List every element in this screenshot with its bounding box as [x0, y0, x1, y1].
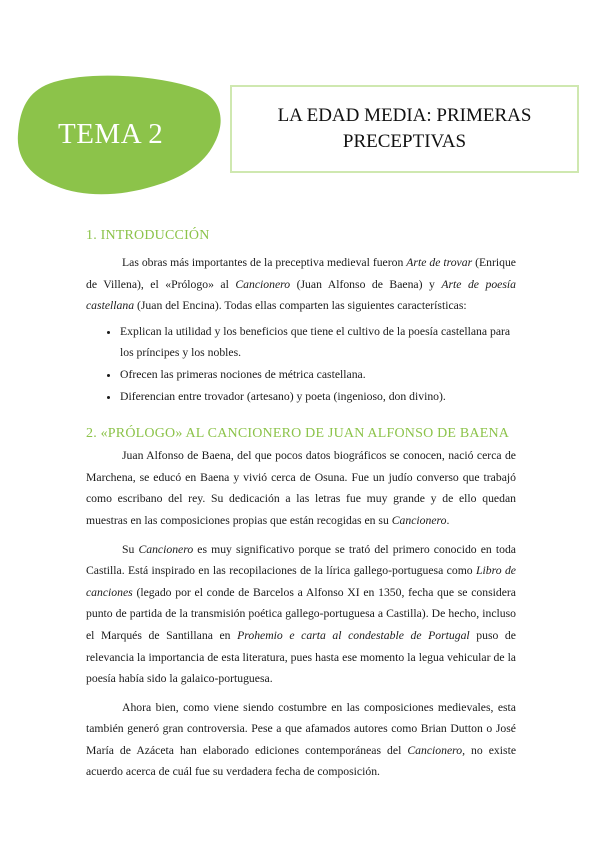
italic-title: Arte de trovar: [406, 256, 473, 269]
text-run: Las obras más importantes de la preceptiva medieval fueron: [122, 256, 407, 269]
title-line-2: PRECEPTIVAS: [342, 131, 467, 152]
italic-title: Cancionero,: [407, 743, 466, 757]
text-run: Ahora bien, como viene siendo costumbre en las composiciones medievales, esta también generó gran controversia. Pese a que afamados autores como Brian Dutton o José María de Azáceta han elaborado ediciones contemporáneas del: [86, 700, 516, 757]
italic-title: Cancionero: [138, 542, 194, 556]
text-run: (Juan Alfonso de Baena) y: [290, 277, 442, 291]
tema-label: TEMA 2: [58, 118, 164, 150]
text-run: es muy significativo porque se trató del primero conocido en toda Castilla. Está inspirado en las recopilaciones de la lírica gallego-portuguesa como: [86, 542, 516, 578]
italic-title: Cancionero: [235, 277, 291, 291]
italic-title: Prohemio e carta al condestable de Portugal: [237, 628, 470, 642]
intro-paragraph: [86, 252, 516, 317]
main-content: [86, 220, 516, 783]
characteristics-list: [86, 321, 516, 407]
list-item: • Ofrecen las primeras nociones de métrica castellana.: [120, 364, 516, 386]
baena-paragraph: [86, 445, 516, 531]
text-run: (legado por el conde de Barcelos a Alfonso XI en 1350, fecha que se considera punto de partida de la transmisión poética gallego-portuguesa a Castilla). De hecho, incluso el Marqués de Santillana en: [86, 585, 516, 642]
list-item: • Diferencian entre trovador (artesano) y poeta (ingenioso, don divino).: [120, 386, 516, 408]
title-box: [230, 85, 579, 173]
text-run: Juan Alfonso de Baena, del que pocos datos biográficos se conocen, nació cerca de Marchena, se educó en Baena y vivió cerca de Osuna. Fue un judío converso que trabajó como escribano del rey. Su dedicación a las letras fue muy grande y de ello quedan muestras en las composiciones propias que están recogidas en su: [86, 449, 516, 527]
text-run: puso de relevancia la importancia de esta literatura, pues hasta ese momento la legua vehicular de la poesía había sido la galaico-portuguesa.: [86, 628, 516, 686]
controversy-paragraph: [86, 697, 516, 783]
section-heading-introduccion: 1. INTRODUCCIÓN: [86, 228, 210, 243]
title-line-1: LA EDAD MEDIA: PRIMERAS: [277, 105, 532, 126]
text-run: .: [446, 513, 450, 527]
italic-title: Cancionero: [391, 513, 447, 527]
section-heading-prologo: 2. «PRÓLOGO» AL CANCIONERO DE JUAN ALFONSO DE BAENA: [86, 426, 510, 442]
italic-title: Arte de poesía castellana: [86, 277, 516, 313]
list-item: • Explican la utilidad y los beneficios que tiene el cultivo de la poesía castellana para los príncipes y los nobles.: [120, 321, 516, 364]
text-run: no existe acuerdo acerca de cuál fue su verdadera fecha de composición.: [86, 743, 517, 779]
text-run: Su: [122, 542, 139, 556]
italic-title: Libro de canciones: [86, 564, 516, 599]
text-run: (Juan del Encina). Todas ellas comparten las siguientes características:: [134, 299, 467, 313]
text-run: (Enrique de Villena), el «Prólogo» al: [86, 256, 516, 291]
page-title: [278, 103, 532, 155]
cancionero-paragraph: [86, 539, 516, 690]
